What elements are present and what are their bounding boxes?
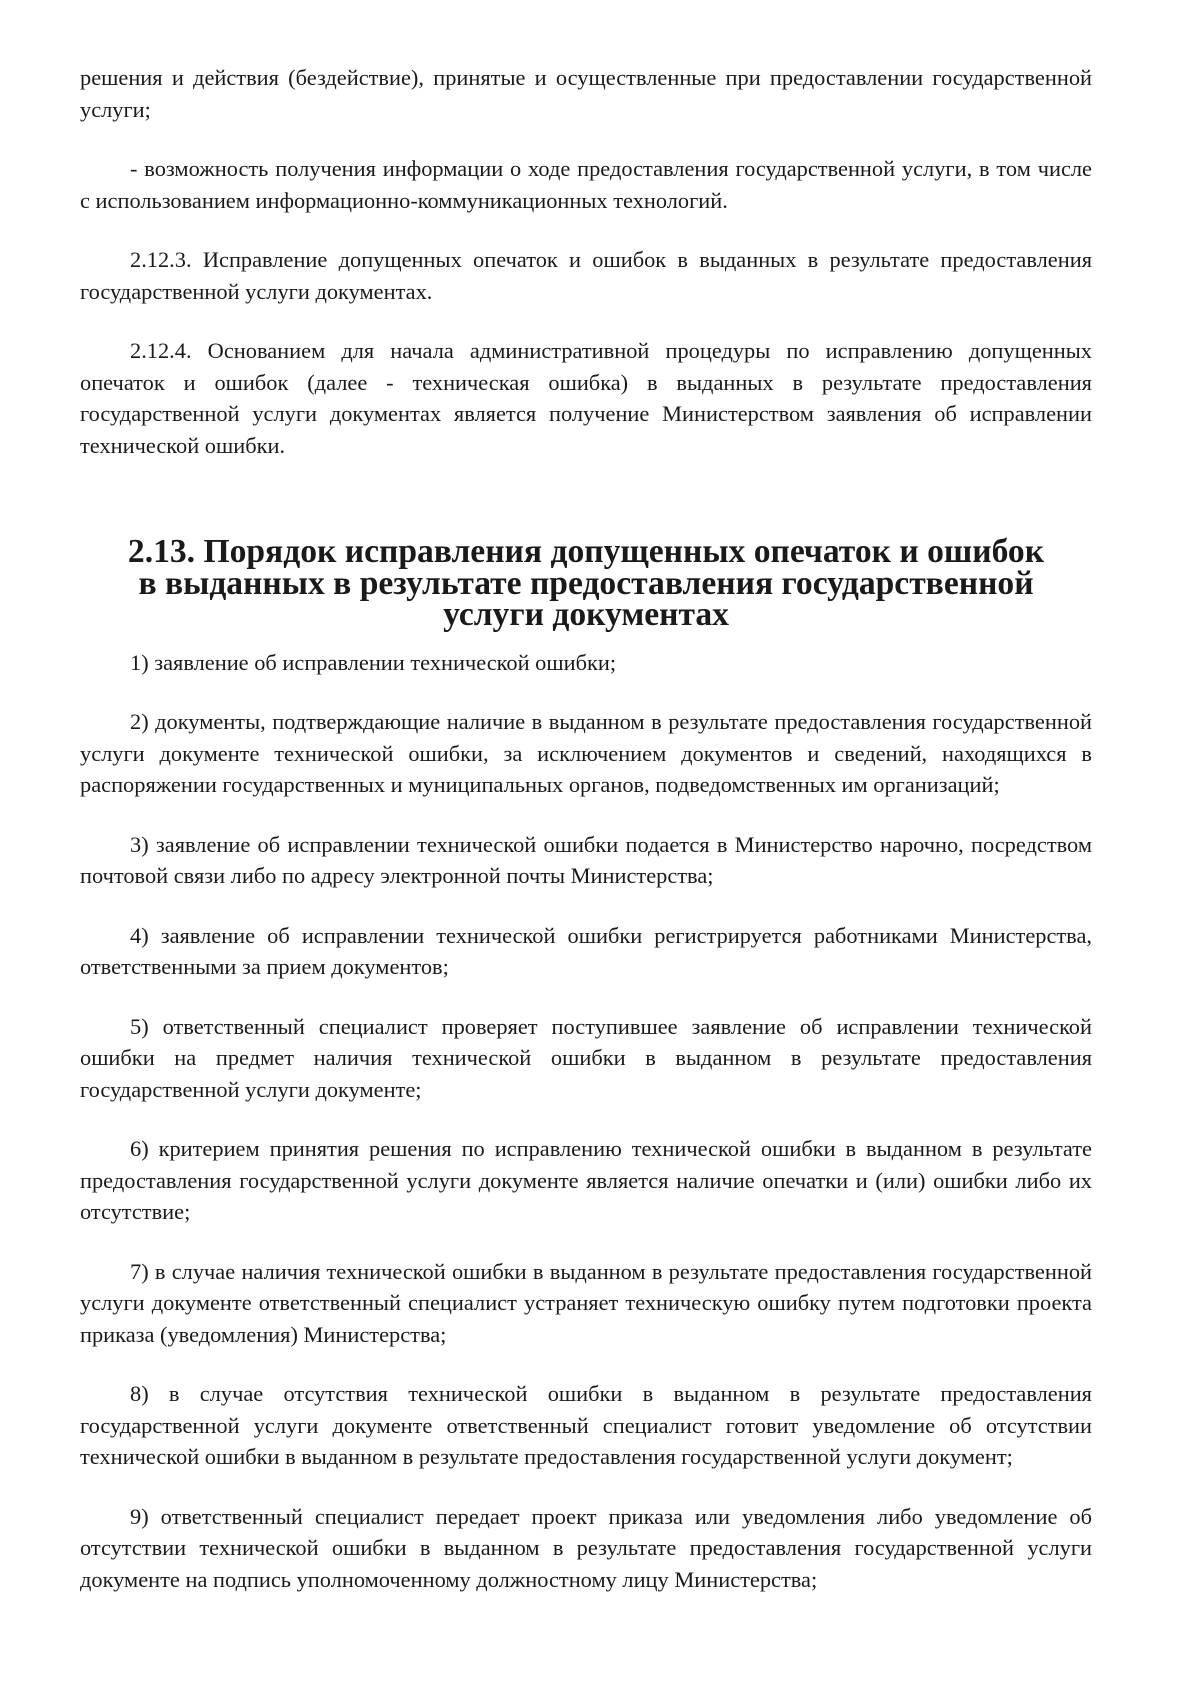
list-item-4: 4) заявление об исправлении технической ошибки регистрируется работниками Министерства, ответственными за прием документов; [80,922,1092,979]
list-item-7: 7) в случае наличия технической ошибки в выданном в результате предоставления государственной услуги документе ответственный специалист устраняет техническую ошибку путем подготовки проекта приказа (уведомления) Министерства; [80,1258,1092,1347]
list-item-5: 5) ответственный специалист проверяет поступившее заявление об исправлении технической ошибки на предмет наличия технической ошибки в выданном в результате предоставления государственной услуги документе; [80,1013,1092,1102]
list-item-9: 9) ответственный специалист передает проект приказа или уведомления либо уведомление об отсутствии технической ошибки в выданном в результате предоставления государственной услуги документе на подпись уполномоченному должностному лицу Министерства; [80,1503,1092,1592]
paragraph-2-12-3: 2.12.3. Исправление допущенных опечаток и ошибок в выданных в результате предоставления государственной услуги документах. [80,247,1092,304]
paragraph-continued: решения и действия (бездействие), принятые и осуществленные при предоставлении государственной услуги; [80,65,1092,122]
list-item-1: 1) заявление об исправлении технической ошибки; [130,649,617,675]
list-item-2: 2) документы, подтверждающие наличие в выданном в результате предоставления государственной услуги документе технической ошибки, за исключением документов и сведений, находящихся в распоряжении государственных и муниципальных органов, подведомственных им организаций; [80,709,1092,797]
list-item-8: 8) в случае отсутствия технической ошибки в выданном в результате предоставления государственной услуги документе ответственный специалист готовит уведомление об отсутствии технической ошибки в выданном в результате предоставления государственной услуги документ; [80,1381,1092,1469]
section-heading-2-13: 2.13. Порядок исправления допущенных опечаток и ошибок в выданных в результате предоставления государственной услуги документах [127,533,1045,633]
paragraph-2-12-4: 2.12.4. Основанием для начала административной процедуры по исправлению допущенных опечаток и ошибок (далее - техническая ошибка) в выданных в результате предоставления государственной услуги документах является получение Министерством заявления об исправлении технической ошибки. [80,338,1092,458]
list-item-6: 6) критерием принятия решения по исправлению технической ошибки в выданном в результате предоставления государственной услуги документе является наличие опечатки и (или) ошибки либо их отсутствие; [80,1136,1092,1224]
paragraph-info-possibility: - возможность получения информации о ходе предоставления государственной услуги, в том числе с использованием информационно-коммуникационных технологий. [80,156,1092,213]
document-page [80,62,1092,1623]
list-item-3: 3) заявление об исправлении технической ошибки подается в Министерство нарочно, посредством почтовой связи либо по адресу электронной почты Министерства; [80,831,1092,888]
